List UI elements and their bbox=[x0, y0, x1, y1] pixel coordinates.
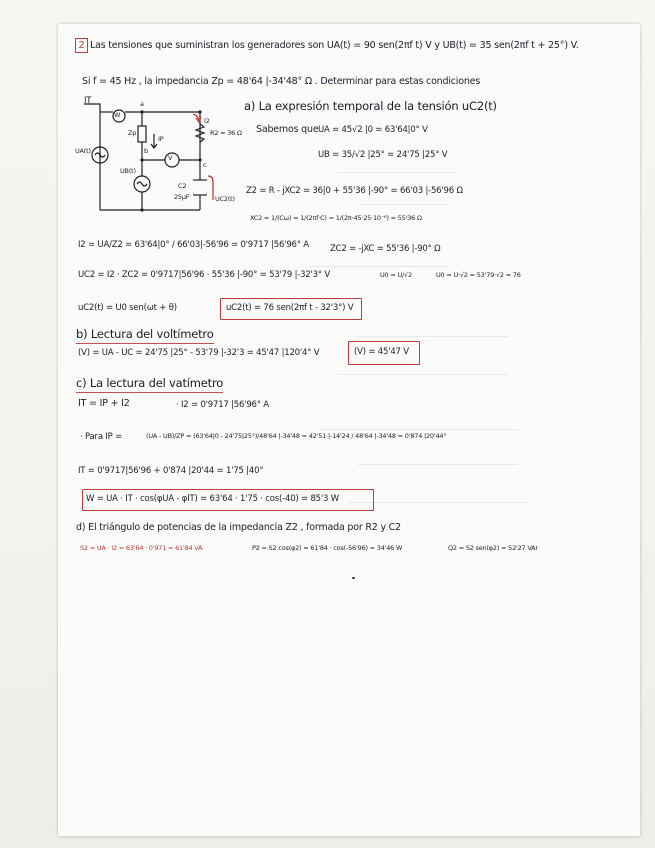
ink-dot bbox=[352, 577, 355, 579]
part-c-it-sum: IT = IP + I2 bbox=[78, 398, 130, 409]
circuit-label-i2: I2 bbox=[204, 117, 210, 125]
part-a-xc2: XC2 = 1/(Cω) = 1/(2πf·C) = 1/(2π·45·25·10⁻⁶) = 55'36 Ω bbox=[250, 214, 422, 222]
circuit-node-b: b bbox=[144, 147, 148, 155]
part-c-it-val: IT = 0'9717|56'96 + 0'874 |20'44 = 1'75 |40° bbox=[78, 466, 264, 476]
part-a-title: a) La expresión temporal de la tensión uC2(t) bbox=[244, 99, 497, 113]
part-b-result: (V) = 45'47 V bbox=[354, 347, 409, 357]
circuit-label-zp: Zp bbox=[128, 129, 137, 137]
part-b-expr: (V) = UA - UC = 24'75 |25° - 53'79 |-32'3 = 45'47 |120'4° V bbox=[78, 348, 320, 358]
circuit-node-a: a bbox=[140, 100, 144, 108]
part-a-ua-phasor: UA = 45√2 |0 = 63'64|0° V bbox=[318, 125, 428, 135]
circuit-label-r2: R2 = 36 Ω bbox=[210, 129, 242, 137]
part-a-known: Sabemos que bbox=[256, 124, 319, 135]
part-d-p2: P2 = S2 cos(φ2) = 61'84 · cos(-56'96) = 34'46 W bbox=[252, 544, 403, 552]
part-c-title: c) La lectura del vatímetro bbox=[76, 377, 223, 393]
part-a-uc2: UC2 = I2 · ZC2 = 0'9717|56'96 · 55'36 |-90° = 53'79 |-32'3° V bbox=[78, 270, 331, 280]
circuit-label-uc2: UC2(t) bbox=[215, 195, 235, 203]
part-c-w-result: W = UA · IT · cos(φUA - φIT) = 63'64 · 1'75 · cos(-40) = 85'3 W bbox=[86, 494, 339, 504]
part-c-ip-label: · Para IP = bbox=[80, 432, 123, 442]
part-d-title: d) El triángulo de potencias de la impedancia Z2 , formada por R2 y C2 bbox=[76, 522, 401, 533]
part-a-u0-def: U0 = U/√2 bbox=[380, 271, 412, 279]
circuit-node-c: c bbox=[203, 161, 207, 169]
part-a-i2: I2 = UA/Z2 = 63'64|0° / 66'03|-56'96 = 0'9717 |56'96° A bbox=[78, 240, 309, 250]
circuit-label-it: IT bbox=[84, 96, 92, 106]
circuit-label-ip: IP bbox=[158, 135, 164, 143]
part-d-s2: S2 = UA · I2 = 63'64 · 0'971 = 61'84 VA bbox=[80, 544, 203, 552]
circuit-label-c2-value: 25μF bbox=[174, 193, 190, 201]
part-c-i2-val: · I2 = 0'9717 |56'96° A bbox=[176, 400, 269, 410]
part-a-uc2t-expr: uC2(t) = U0 sen(ωt + θ) bbox=[78, 303, 177, 313]
circuit-label-c2: C2 bbox=[178, 182, 187, 190]
part-a-zc2: ZC2 = -jXC = 55'36 |-90° Ω bbox=[330, 244, 441, 254]
statement-line-2: Si f = 45 Hz , la impedancia Zp = 48'64 |-34'48° Ω . Determinar para estas condiciones bbox=[82, 76, 481, 87]
part-a-result: uC2(t) = 76 sen(2πf t - 32'3°) V bbox=[226, 303, 354, 313]
part-a-u0-calc: U0 = U·√2 = 53'79·√2 = 76 bbox=[436, 271, 521, 279]
statement-line-1: Las tensiones que suministran los generadores son UA(t) = 90 sen(2πf t) V y UB(t) = 35 sen(2πf t + 25°) V. bbox=[90, 40, 579, 51]
circuit-wattmeter-label: W bbox=[114, 111, 121, 119]
part-a-ub-phasor: UB = 35/√2 |25° = 24'75 |25° V bbox=[318, 150, 448, 160]
part-d-q2: Q2 = S2 sen(φ2) = 52'27 VAr bbox=[448, 544, 538, 552]
part-b-title: b) Lectura del voltímetro bbox=[76, 328, 214, 344]
part-a-z2: Z2 = R - jXC2 = 36|0 + 55'36 |-90° = 66'03 |-56'96 Ω bbox=[246, 186, 463, 196]
problem-number-box: 2 bbox=[75, 38, 88, 53]
circuit-label-ua: UA(t) bbox=[75, 147, 91, 155]
circuit-voltmeter-label: V bbox=[168, 154, 173, 162]
circuit-label-ub: UB(t) bbox=[120, 167, 136, 175]
part-c-ip-frac: (UA - UB)/ZP = (63'64|0 - 24'75|25°)/48'64 |-34'48 = 42'51 |-14'24 / 48'64 |-34'48 = 0'874 |20'44° bbox=[146, 432, 447, 440]
